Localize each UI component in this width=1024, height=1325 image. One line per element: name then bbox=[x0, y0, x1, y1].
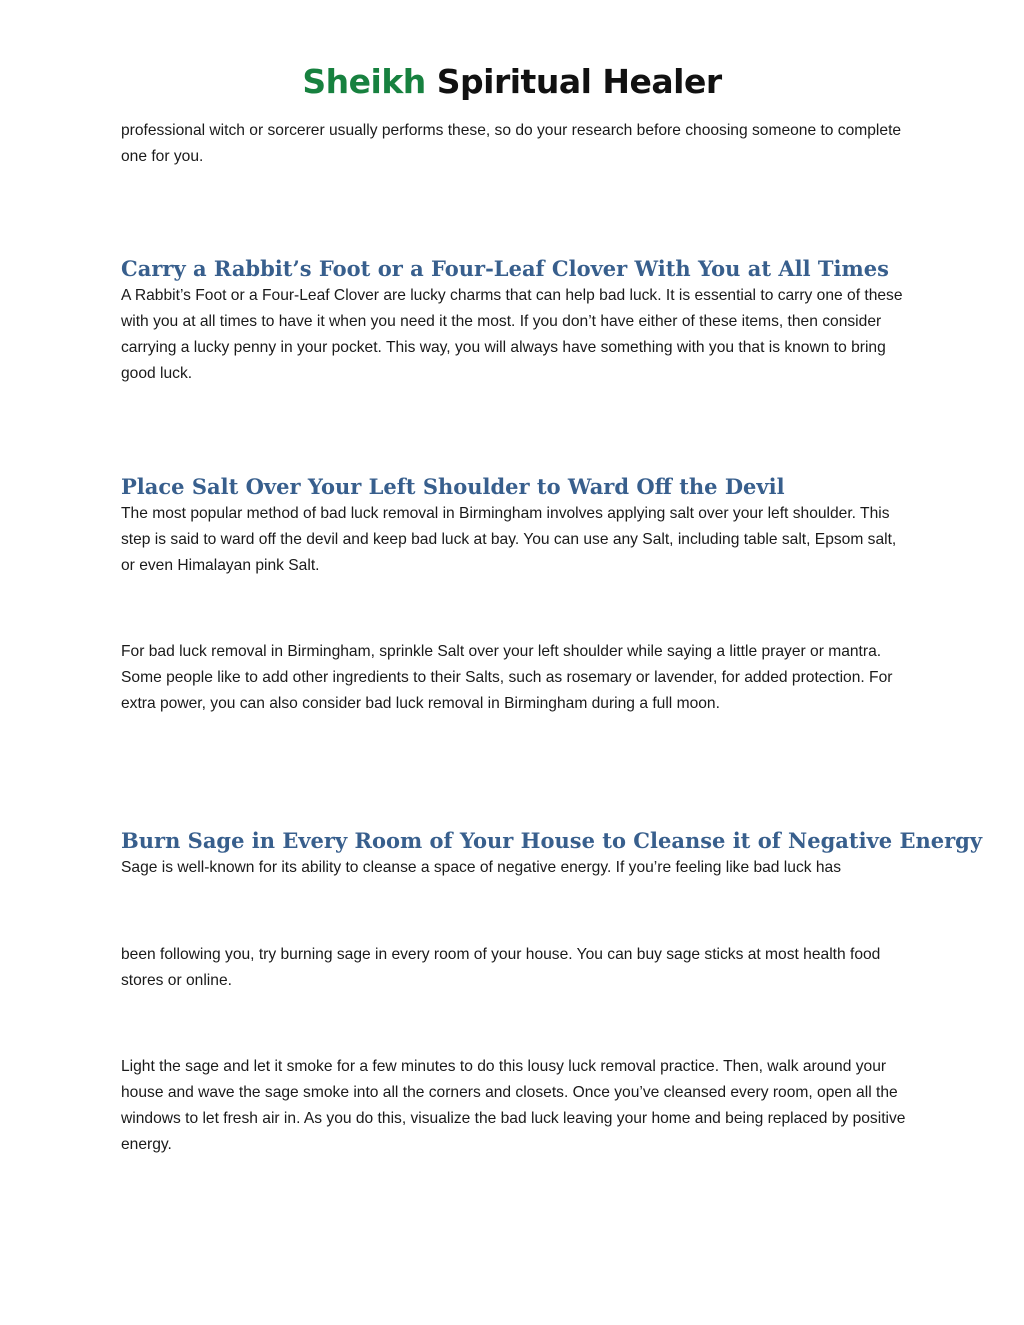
section-heading-sage: Burn Sage in Every Room of Your House to Cleanse it of Negative Energy bbox=[121, 828, 983, 853]
section-paragraph-rabbit-foot: A Rabbit’s Foot or a Four-Leaf Clover are lucky charms that can help bad luck. It is essential to carry one of these with you at all times to have it when you need it the most. If you don’t have either of these items, then consider carrying a lucky penny in your pocket. This way, you will always have something with you that is known to bring good luck. bbox=[121, 287, 903, 382]
logo-text-sheikh: Sheikh bbox=[302, 62, 426, 101]
section-paragraph-sage-1: Sage is well-known for its ability to cleanse a space of negative energy. If you’re feeling like bad luck has bbox=[121, 859, 842, 876]
site-logo bbox=[0, 62, 1024, 102]
section-salt bbox=[121, 473, 911, 579]
section-paragraph-salt-1: The most popular method of bad luck removal in Birmingham involves applying salt over your left shoulder. This step is said to ward off the devil and keep bad luck at bay. You can use any Salt, including table salt, Epsom salt, or even Himalayan pink Salt. bbox=[121, 505, 897, 574]
section-heading-salt: Place Salt Over Your Left Shoulder to Ward Off the Devil bbox=[121, 474, 785, 499]
section-sage-continued bbox=[121, 942, 911, 994]
section-paragraph-sage-3: Light the sage and let it smoke for a few minutes to do this lousy luck removal practice. Then, walk around your house and wave the sage smoke into all the corners and closets. Once you’ve cleansed every room, open all the windows to let fresh air in. As you do this, visualize the bad luck leaving your home and being replaced by positive energy. bbox=[121, 1058, 906, 1153]
section-rabbit-foot bbox=[121, 255, 911, 387]
section-paragraph-sage-2: been following you, try burning sage in every room of your house. You can buy sage sticks at most health food stores or online. bbox=[121, 946, 881, 989]
section-heading-rabbit-foot: Carry a Rabbit’s Foot or a Four-Leaf Clover With You at All Times bbox=[121, 256, 889, 281]
section-salt-continued bbox=[121, 639, 911, 717]
logo-text-spiritual-healer: Spiritual Healer bbox=[436, 62, 722, 101]
intro-paragraph: professional witch or sorcerer usually performs these, so do your research before choosing someone to complete one for you. bbox=[121, 122, 902, 165]
section-sage bbox=[121, 827, 983, 881]
section-paragraph-salt-2: For bad luck removal in Birmingham, sprinkle Salt over your left shoulder while saying a little prayer or mantra. Some people like to add other ingredients to their Salts, such as rosemary or lavender, for added protection. For extra power, you can also consider bad luck removal in Birmingham during a full moon. bbox=[121, 643, 893, 712]
section-sage-practice bbox=[121, 1054, 911, 1158]
intro-block bbox=[121, 118, 911, 170]
